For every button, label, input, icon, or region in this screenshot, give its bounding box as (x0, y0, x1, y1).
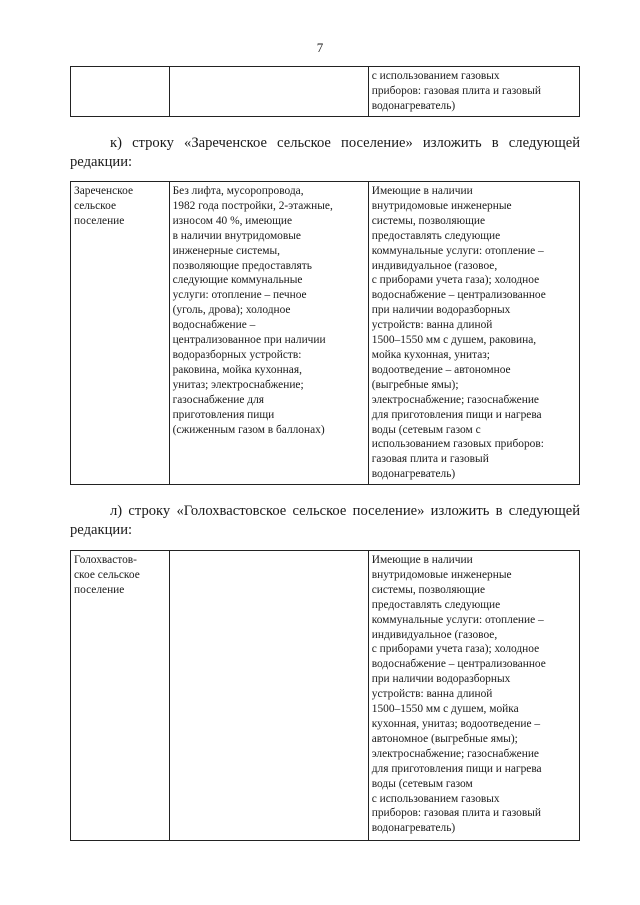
cell-amenities: с использованием газовых приборов: газовая плита и газовый водонагреватель) (368, 67, 579, 117)
cell-building (169, 67, 368, 117)
table-row (71, 551, 580, 841)
cell-amenities: Имеющие в наличии внутридомовые инженерные системы, позволяющие предоставлять следующие коммунальные услуги: отопление – индивидуальное (газовое, с приборами учета газа); холодное водоснабжение – централизованное при наличии водоразборных устройств: ванна длиной 1500–1550 мм с душем, раковина, мойка кухонная, унитаз; водоотведение – автономное (выгребные ямы); электроснабжение; газоснабжение для приготовления пищи и нагрева воды (сетевым газом с использованием газовых приборов: газовая плита и газовый водонагреватель) (368, 182, 579, 485)
cell-settlement (71, 67, 170, 117)
cell-building (169, 551, 368, 841)
table-continuation (70, 66, 580, 117)
cell-amenities: Имеющие в наличии внутридомовые инженерные системы, позволяющие предоставлять следующие коммунальные услуги: отопление – индивидуальное (газовое, с приборами учета газа); холодное водоснабжение – централизованное при наличии водоразборных устройств: ванна длиной 1500–1550 мм с душем, мойка кухонная, унитаз; водоотведение – автономное (выгребные ямы); электроснабжение; газоснабжение для приготовления пищи и нагрева воды (сетевым газом с использованием газовых приборов: газовая плита и газовый водонагреватель) (368, 551, 579, 841)
cell-settlement: Зареченское сельское поселение (71, 182, 170, 485)
page-number: 7 (316, 40, 324, 55)
paragraph-k (70, 134, 580, 172)
paragraph-k-line2: редакции: (70, 154, 133, 170)
paragraph-l-line2: редакции: (70, 522, 133, 538)
cell-settlement: Голохвастов- ское сельское поселение (71, 551, 170, 841)
paragraph-l (70, 502, 580, 540)
paragraph-k-line1: к) строку «Зареченское сельское поселение» изложить в следующей (110, 135, 580, 151)
paragraph-l-line1: л) строку «Голохвастовское сельское поселение» изложить в следующей (110, 503, 580, 519)
table-row (71, 67, 580, 117)
table-row (71, 182, 580, 485)
cell-building: Без лифта, мусоропровода, 1982 года постройки, 2-этажные, износом 40 %, имеющие в наличии внутридомовые инженерные системы, позволяющие предоставлять следующие коммунальные услуги: отопление – печное (уголь, дрова); холодное водоснабжение – централизованное при наличии водоразборных устройств: раковина, мойка кухонная, унитаз; электроснабжение; газоснабжение для приготовления пищи (сжиженным газом в баллонах) (169, 182, 368, 485)
table-golokhvastovskoe (70, 550, 580, 841)
table-zarechenskoe (70, 181, 580, 485)
